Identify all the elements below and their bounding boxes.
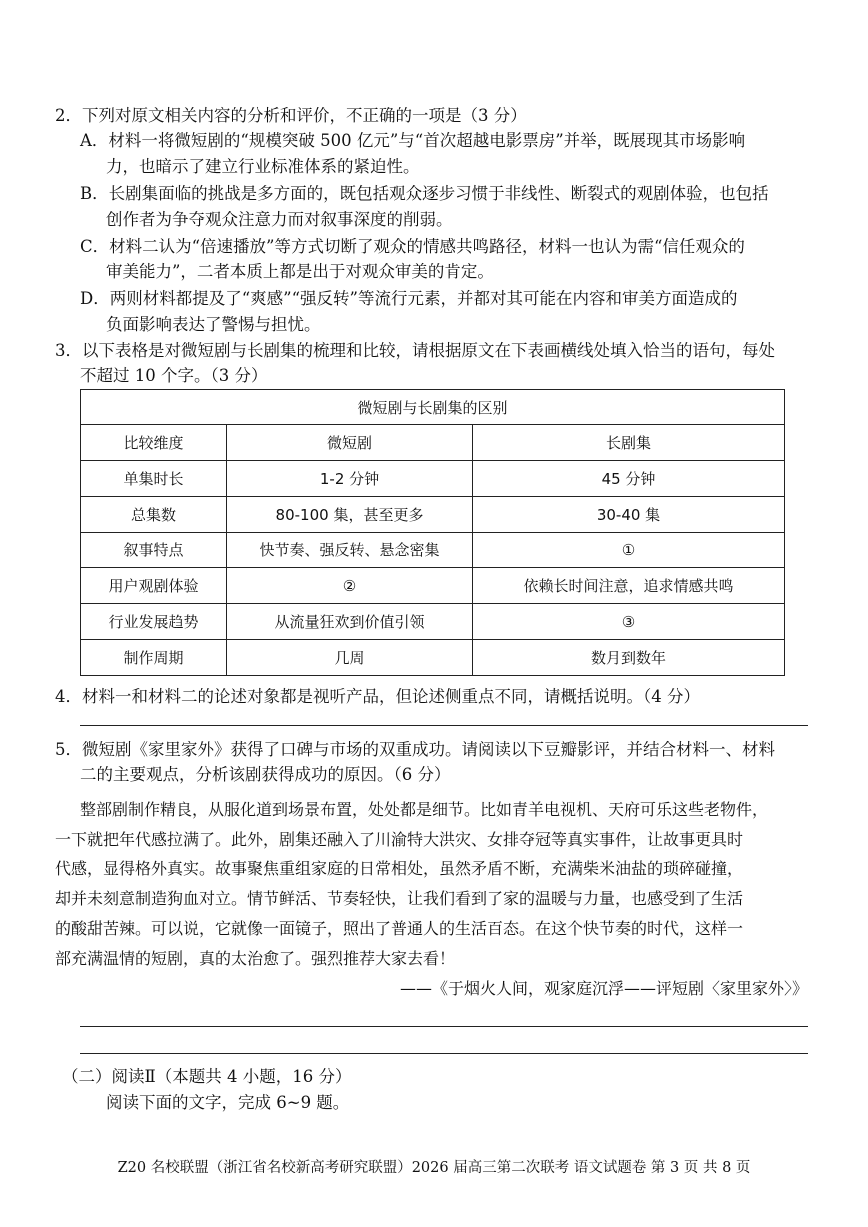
table-cell: 用户观剧体验 [81,568,227,604]
section-instruction: 阅读下面的文字，完成 6~9 题。 [106,1093,350,1112]
table-row [81,532,785,568]
blank-cell-2: ② [227,568,473,604]
table-cell: 80-100 集，甚至更多 [227,496,473,532]
review-line: 代感，显得格外真实。故事聚焦重组家庭的日常相处，虽然矛盾不断，充满柴米油盐的琐碎碰撞， [55,859,744,878]
table-header-cell: 长剧集 [473,425,785,461]
question-5-stem-line2: 二的主要观点，分析该剧获得成功的原因。（6 分） [80,765,451,784]
review-attribution: ——《于烟火人间，观家庭沉浮——评短剧〈家里家外〉》 [399,979,808,998]
table-cell: 快节奏、强反转、悬念密集 [227,532,473,568]
table-cell: 45 分钟 [473,460,785,496]
table-cell: 数月到数年 [473,640,785,676]
section-heading: （二）阅读Ⅱ（本题共 4 小题，16 分） [62,1067,352,1086]
table-row [81,604,785,640]
table-cell: 总集数 [81,496,227,532]
question-3-stem-line1: 3．以下表格是对微短剧与长剧集的梳理和比较，请根据原文在下表画横线处填入恰当的语句，每处 [55,341,775,360]
table-cell: 制作周期 [81,640,227,676]
option-b-line2: 创作者为争夺观众注意力而对叙事深度的削弱。 [106,210,453,229]
review-line: 整部剧制作精良，从服化道到场景布置，处处都是细节。比如青羊电视机、天府可乐这些老物件， [80,800,769,819]
table-cell: 单集时长 [81,460,227,496]
table-cell: 30-40 集 [473,496,785,532]
answer-line [80,725,808,726]
option-d-line1: D．两则材料都提及了“爽感”“强反转”等流行元素，并都对其可能在内容和审美方面造成的 [80,289,738,308]
option-c-line2: 审美能力”，二者本质上都是出于对观众审美的肯定。 [106,262,494,281]
option-d-line2: 负面影响表达了警惕与担忧。 [106,315,321,334]
table-cell: 1-2 分钟 [227,460,473,496]
review-line: 部充满温情的短剧，真的太治愈了。强烈推荐大家去看！ [55,949,456,968]
table-row [81,640,785,676]
review-line: 的酸甜苦辣。可以说，它就像一面镜子，照出了普通人的生活百态。在这个快节奏的时代，这样一 [55,919,744,938]
option-c-line1: C．材料二认为“倍速播放”等方式切断了观众的情感共鸣路径，材料一也认为需“信任观众的 [80,237,745,256]
option-a-line2: 力，也暗示了建立行业标准体系的紧迫性。 [106,157,420,176]
question-2-stem: 2．下列对原文相关内容的分析和评价，不正确的一项是（3 分） [55,106,527,125]
answer-line [80,1026,808,1027]
blank-cell-3: ③ [473,604,785,640]
review-line: 一下就把年代感拉满了。此外，剧集还融入了川渝特大洪灾、女排夺冠等真实事件，让故事更具时 [55,830,744,849]
question-4-stem: 4．材料一和材料二的论述对象都是视听产品，但论述侧重点不同，请概括说明。（4 分） [55,687,700,706]
option-b-line1: B．长剧集面临的挑战是多方面的，既包括观众逐步习惯于非线性、断裂式的观剧体验，也包括 [80,184,769,203]
question-3-stem-line2: 不超过 10 个字。（3 分） [80,366,268,385]
table-header-cell: 微短剧 [227,425,473,461]
comparison-table [80,389,785,676]
question-5-stem-line1: 5．微短剧《家里家外》获得了口碑与市场的双重成功。请阅读以下豆瓣影评，并结合材料一、材料 [55,740,775,759]
review-line: 却并未刻意制造狗血对立。情节鲜活、节奏轻快，让我们看到了家的温暖与力量，也感受到了生活 [55,889,744,908]
table-caption: 微短剧与长剧集的区别 [81,390,785,425]
table-cell: 叙事特点 [81,532,227,568]
table-cell: 从流量狂欢到价值引领 [227,604,473,640]
table-cell: 几周 [227,640,473,676]
table-header-cell: 比较维度 [81,425,227,461]
table-row [81,496,785,532]
table-header-row [81,425,785,461]
table-row [81,460,785,496]
answer-line [80,1053,808,1054]
page-footer: Z20 名校联盟（浙江省名校新高考研究联盟）2026 届高三第二次联考 语文试题卷 第 3 页 共 8 页 [117,1160,751,1176]
option-a-line1: A．材料一将微短剧的“规模突破 500 亿元”与“首次超越电影票房”并举，既展现其市场影响 [80,131,746,150]
table-cell: 依赖长时间注意，追求情感共鸣 [473,568,785,604]
blank-cell-1: ① [473,532,785,568]
table-row [81,568,785,604]
table-cell: 行业发展趋势 [81,604,227,640]
